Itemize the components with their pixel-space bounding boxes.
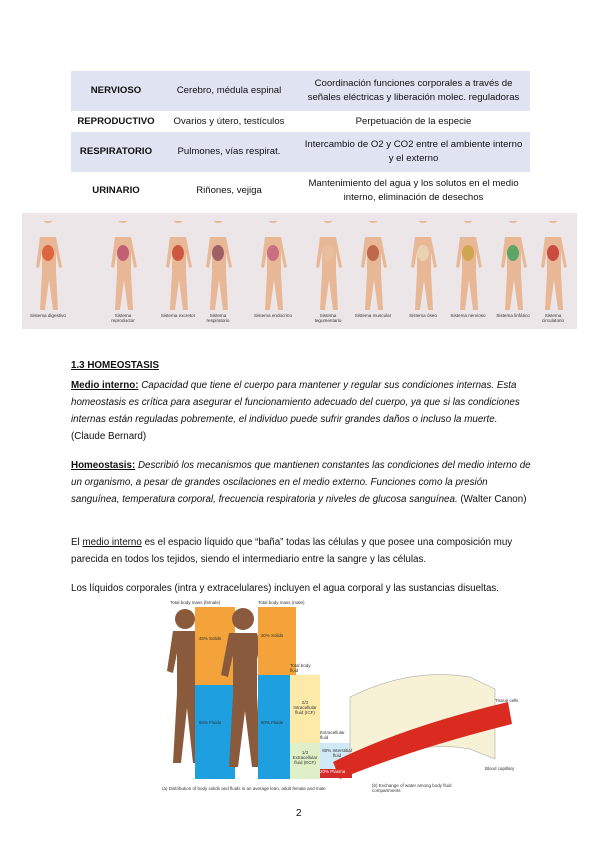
figure-caption: Sistema respiratorio	[206, 313, 230, 323]
label-interstitial: 80% Interstitial fluid	[322, 748, 352, 758]
label-male: Total body mass (male)	[258, 600, 305, 605]
organ-systems-table	[71, 71, 530, 210]
term-label: Medio interno:	[71, 380, 139, 391]
body-figure	[405, 221, 441, 313]
figure-caption: Sistema nervioso	[450, 313, 486, 318]
table-row	[71, 132, 530, 172]
paragraph-medio-interno	[71, 377, 531, 445]
paragraph-liquidos	[71, 580, 531, 597]
organs-cell: Riñones, vejiga	[196, 185, 262, 196]
body-figure	[310, 221, 346, 313]
label-solids-female: 45% Solids	[198, 636, 222, 641]
definition-text: Describió los mecanismos que mantienen constantes las condiciones del medio interno de un organismo, a pesar de grandes oscilaciones en el medio externo. Funciones como la presión sanguínea, temperatura corporal, frecuencia respiratoria y niveles de glucosa sanguínea.	[71, 460, 531, 505]
body-figure	[30, 221, 66, 313]
body-figure	[200, 221, 236, 313]
figure-caption: Sistema digestivo	[29, 313, 66, 318]
figure-caption: Sistema linfático	[496, 313, 530, 318]
section-heading	[71, 357, 531, 374]
table-row	[71, 172, 530, 210]
system-cell: REPRODUCTIVO	[77, 115, 155, 127]
author-text: (Walter Canon)	[460, 494, 527, 505]
figure-caption: Sistema muscular	[354, 313, 392, 318]
label-blood-capillary: Blood capillary	[485, 766, 515, 771]
function-cell: Mantenimiento del agua y los solutos en el medio interno, eliminación de desechos	[308, 178, 519, 203]
function-cell: Coordinación funciones corporales a través de señales eléctricas y liberación molec. reguladoras	[297, 71, 530, 111]
figure-caption: Sistema circulatorio	[541, 313, 565, 323]
body-figure	[535, 221, 571, 313]
body-fluid-figure	[155, 597, 535, 797]
body-figure	[355, 221, 391, 313]
system-cell: NERVIOSO	[71, 71, 161, 111]
paragraph-homeostasis	[71, 457, 531, 508]
text: es el espacio líquido que “baña” todas las células y que posee una composición muy parecida en todos los tejidos, siendo el intermediario entre la sangre y las células.	[71, 537, 513, 565]
label-fluids-male: 60% Fluids	[260, 720, 284, 725]
text: El	[71, 537, 80, 548]
label-extracellular: Extracellular fluid	[320, 730, 345, 740]
label-tissue-cells: Tissue cells	[495, 698, 519, 703]
system-cell: URINARIO	[92, 185, 140, 196]
table-row	[71, 111, 530, 132]
body-systems-figure	[22, 213, 577, 329]
caption-b: (b) Exchange of water among body fluid compartments	[372, 783, 452, 793]
author-text: (Claude Bernard)	[71, 431, 147, 442]
figure-caption: Sistema endocrino	[253, 313, 293, 318]
label-ecf: 1/3 Extracellular fluid (ECF)	[292, 750, 318, 765]
system-cell: RESPIRATORIO	[71, 132, 161, 172]
organs-cell: Ovarios y útero, testículos	[173, 115, 285, 127]
label-icf: 2/3 Intracellular fluid (ICF)	[293, 700, 317, 715]
definition-text: Capacidad que tiene el cuerpo para mantener y regular sus condiciones internas. Esta homeostasis es crítica para asegurar el funcionamiento adecuado del cuerpo, ya que si las condiciones internas están reguladas pobremente, el individuo puede sufrir grandes daños o incluso la muerte.	[71, 380, 520, 425]
term-label: Homeostasis:	[71, 460, 136, 471]
organs-cell: Cerebro, médula espinal	[161, 71, 297, 111]
label-female: Total body mass (female)	[170, 600, 221, 605]
paragraph-medio-interno-def	[71, 534, 531, 568]
label-fluids-female: 55% Fluids	[198, 720, 222, 725]
figure-caption: Sistema tegumentario	[314, 313, 342, 323]
blood-capillary-illustration	[333, 675, 512, 780]
term-underlined: medio interno	[82, 537, 142, 548]
caption-a: (a) Distribution of body solids and fluids in an average lean, adult female and male	[162, 786, 326, 791]
body-figure	[105, 221, 141, 313]
label-total-fluid: Total body fluid	[290, 663, 311, 673]
label-plasma: 20% Plasma	[320, 769, 346, 774]
body-figure	[160, 221, 196, 313]
body-figure	[450, 221, 486, 313]
heading-text: 1.3 HOMEOSTASIS	[71, 360, 160, 371]
figure-caption: Sistema óseo	[409, 313, 437, 318]
figure-caption: Sistema excretor	[160, 313, 196, 318]
body-figure	[495, 221, 531, 313]
body-figure	[255, 221, 291, 313]
organs-cell: Pulmones, vías respirat.	[161, 132, 297, 172]
text: Los líquidos corporales (intra y extracelulares) incluyen el agua corporal y las sustancias disueltas.	[71, 583, 500, 594]
function-cell: Perpetuación de la especie	[355, 115, 472, 127]
function-cell: Intercambio de O2 y CO2 entre el ambiente interno y el externo	[297, 132, 530, 172]
table-row	[71, 71, 530, 111]
label-solids-male: 40% Solids	[260, 633, 284, 638]
figure-caption: Sistema reproductor	[111, 313, 135, 323]
page-number: 2	[296, 808, 302, 819]
